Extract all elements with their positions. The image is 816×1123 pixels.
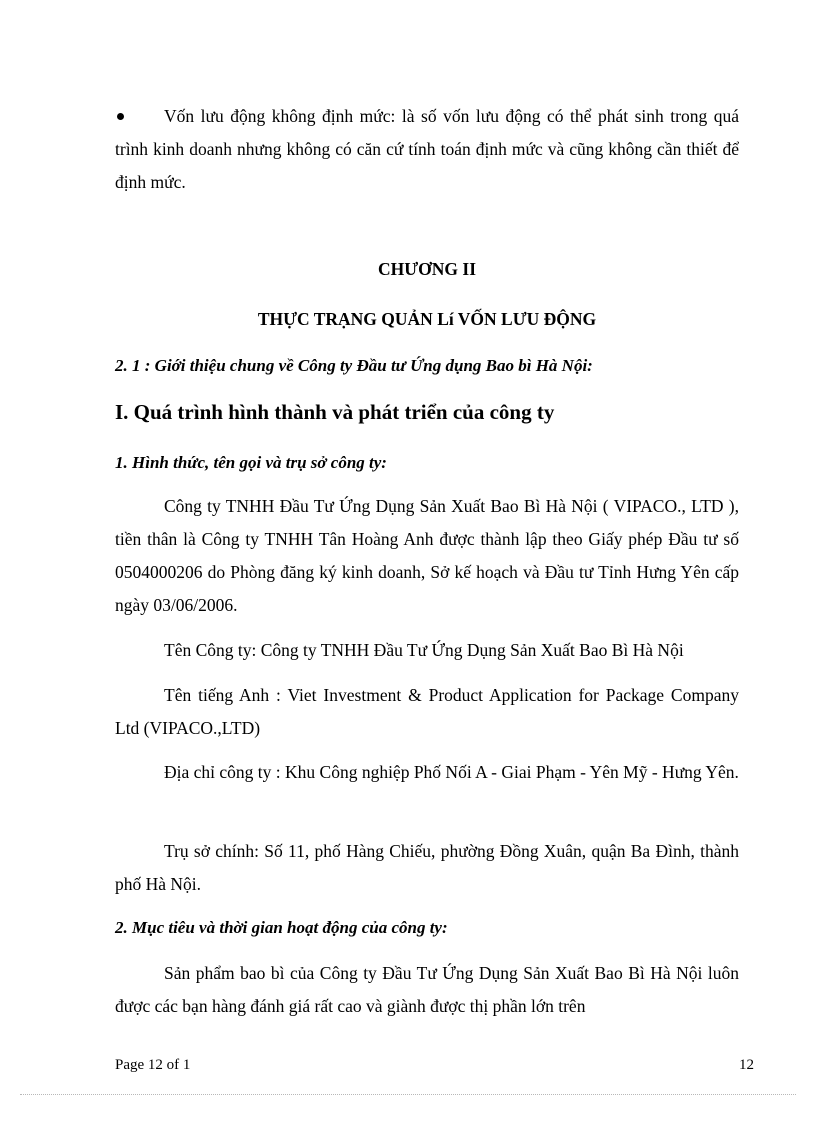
paragraph-company-name: Tên Công ty: Công ty TNHH Đầu Tư Ứng Dụng Sản Xuất Bao Bì Hà Nội: [164, 640, 684, 660]
footer-page-label: Page 12 of 1: [115, 1057, 191, 1073]
bullet-paragraph: Vốn lưu động không định mức: là số vốn lưu động có thể phát sinh trong quá trình kinh doanh nhưng không có căn cứ tính toán định mức và cũng không cần thiết để định mức.: [115, 106, 739, 192]
paragraph-products: Sản phẩm bao bì của Công ty Đầu Tư Ứng Dụng Sản Xuất Bao Bì Hà Nội luôn được các bạn hàng đánh giá rất cao và giành được thị phần lớn trên: [115, 963, 739, 1016]
page-divider: [20, 1094, 796, 1095]
footer-page-number: 12: [739, 1057, 754, 1073]
chapter-label: CHƯƠNG II: [377, 259, 477, 279]
heading-i: I. Quá trình hình thành và phát triển của công ty: [115, 400, 555, 424]
section-heading: 2. 1 : Giới thiệu chung về Công ty Đầu tư Ứng dụng Bao bì Hà Nội:: [115, 356, 593, 375]
paragraph-headquarters: Trụ sở chính: Số 11, phố Hàng Chiếu, phường Đồng Xuân, quận Ba Đình, thành phố Hà Nội.: [115, 841, 739, 894]
subheading-1: 1. Hình thức, tên gọi và trụ sở công ty:: [115, 453, 387, 472]
subheading-2: 2. Mục tiêu và thời gian hoạt động của công ty:: [115, 918, 448, 937]
paragraph-address: Địa chỉ công ty : Khu Công nghiệp Phố Nối A - Giai Phạm - Yên Mỹ - Hưng Yên.: [164, 762, 739, 782]
paragraph-english-name: Tên tiếng Anh : Viet Investment & Product Application for Package Company Ltd (VIPACO.,LTD): [115, 685, 739, 738]
chapter-title: THỰC TRẠNG QUẢN Lí VỐN LƯU ĐỘNG: [257, 309, 597, 329]
bullet-icon: [117, 113, 124, 120]
bullet-item: [115, 100, 739, 199]
paragraph-intro: Công ty TNHH Đầu Tư Ứng Dụng Sản Xuất Bao Bì Hà Nội ( VIPACO., LTD ), tiền thân là Công ty TNHH Tân Hoàng Anh được thành lập theo Giấy phép Đầu tư số 0504000206 do Phòng đăng ký kinh doanh, Sở kế hoạch và Đầu tư Tỉnh Hưng Yên cấp ngày 03/06/2006.: [115, 496, 739, 615]
